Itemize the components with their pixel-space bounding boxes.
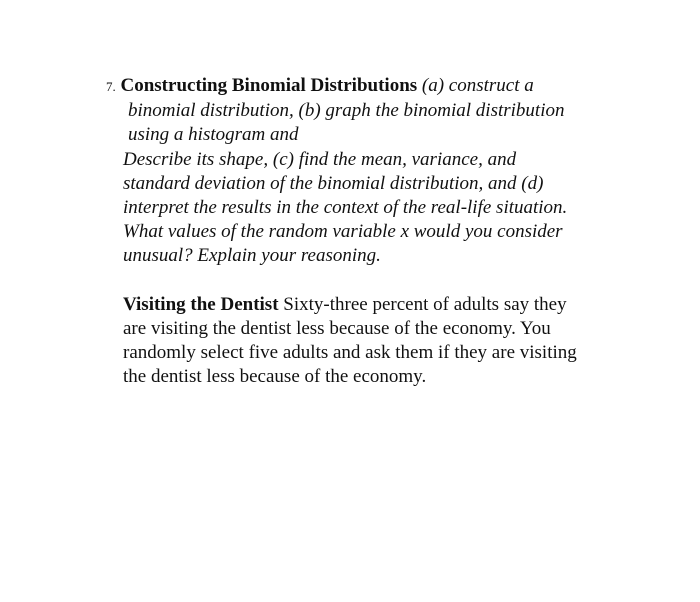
scenario-line: the dentist less because of the economy. bbox=[123, 366, 427, 388]
instruction-line: using a histogram and bbox=[128, 124, 299, 146]
problem-header-line bbox=[106, 74, 666, 99]
instruction-line: interpret the results in the context of the real-life situation. bbox=[123, 197, 568, 219]
scenario-line: Sixty-three percent of adults say they bbox=[283, 293, 567, 315]
scenario-title: Visiting the Dentist bbox=[123, 293, 279, 315]
problem-title: Constructing Binomial Distributions bbox=[120, 75, 418, 96]
instruction-line: standard deviation of the binomial distribution, and (d) bbox=[123, 172, 544, 194]
instruction-line: What values of the random variable x would you consider bbox=[123, 221, 563, 243]
instruction-line: Describe its shape, (c) find the mean, variance, and bbox=[123, 148, 517, 170]
scenario-first-line bbox=[106, 293, 666, 317]
scenario-line: are visiting the dentist less because of the economy. You bbox=[123, 317, 551, 339]
instruction-line: (a) construct a bbox=[421, 75, 534, 96]
problem-number: 7. bbox=[106, 79, 116, 94]
scenario-line: randomly select five adults and ask them if they are visiting bbox=[123, 342, 577, 364]
paragraph-gap bbox=[106, 269, 666, 293]
instruction-line: binomial distribution, (b) graph the binomial distribution bbox=[128, 100, 565, 122]
instruction-line: unusual? Explain your reasoning. bbox=[123, 245, 381, 267]
problem-7 bbox=[106, 74, 666, 389]
